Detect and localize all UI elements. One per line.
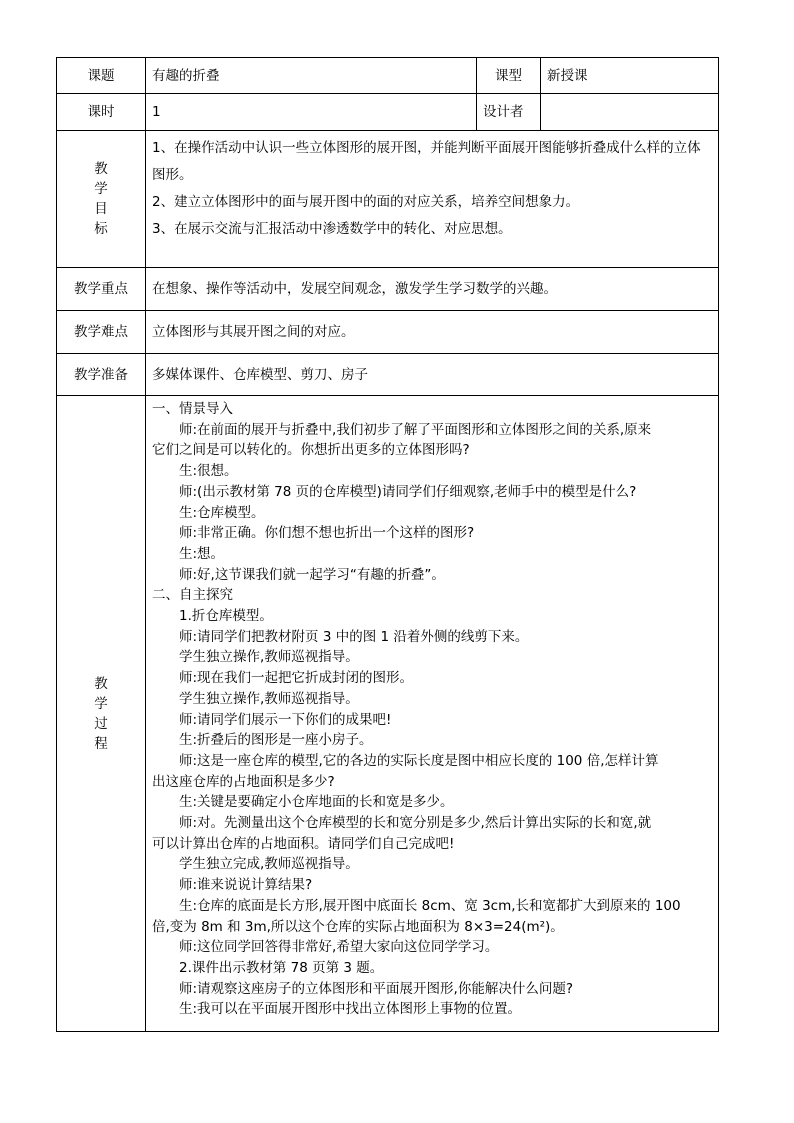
process-line: 师:这是一座仓库的模型,它的各边的实际长度是图中相应长度的 100 倍,怎样计算: [179, 752, 659, 769]
process-line: 2.课件出示教材第 78 页第 3 题。: [179, 959, 384, 976]
process-line: 生:很想。: [179, 463, 238, 480]
objective-item: 2、建立立体图形中的面与展开图中的面的对应关系，培养空间想象力。: [152, 194, 580, 210]
section-heading: 一、情景导入: [152, 401, 233, 417]
process-line: 生:仓库的底面是长方形,展开图中底面长 8cm、宽 3cm,长和宽都扩大到原来的 100: [179, 897, 681, 914]
process-line: 可以计算出仓库的占地面积。请同学们自己完成吧!: [152, 835, 455, 852]
row-difficulties: [57, 311, 719, 354]
objective-item: 3、在展示交流与汇报活动中渗透数学中的转化、对应思想。: [152, 221, 512, 237]
process-line: 它们之间是可以转化的。你想折出更多的立体图形吗?: [152, 442, 470, 459]
process-label-char: 教: [94, 675, 108, 692]
process-label-char: 过: [94, 715, 108, 732]
row-objectives: [57, 131, 719, 268]
objectives-label: [57, 131, 146, 268]
row-topic: [57, 58, 719, 94]
process-line: 师:请同学们展示一下你们的成果吧!: [179, 711, 392, 728]
process-line: 师:这位同学回答得非常好,希望大家向这位同学学习。: [179, 939, 499, 956]
process-line: 生:我可以在平面展开图形中找出立体图形上事物的位置。: [179, 1001, 522, 1018]
process-line: 生:想。: [179, 545, 225, 562]
objectives-label-char: 教: [94, 161, 108, 177]
topic-value: 有趣的折叠: [146, 58, 477, 94]
key-points-value: 在想象、操作等活动中，发展空间观念，激发学生学习数学的兴趣。: [146, 268, 719, 311]
type-label: 课型: [477, 58, 541, 94]
objectives-label-char: 标: [94, 221, 108, 237]
section-heading: 二、自主探究: [152, 587, 233, 604]
process-line: 学生独立操作,教师巡视指导。: [179, 649, 359, 666]
process-content: [146, 396, 719, 1032]
preparation-label: 教学准备: [57, 354, 146, 396]
process-line: 出这座仓库的占地面积是多少?: [152, 773, 335, 790]
process-line: 师:请同学们把教材附页 3 中的图 1 沿着外侧的线剪下来。: [179, 628, 529, 645]
process-line: 生:关键是要确定小仓库地面的长和宽是多少。: [179, 794, 454, 811]
objectives-label-char: 目: [94, 201, 108, 217]
type-value: 新授课: [541, 58, 719, 94]
process-line: 师:请观察这座房子的立体图形和平面展开图形,你能解决什么问题?: [179, 980, 574, 997]
preparation-value: 多媒体课件、仓库模型、剪刀、房子: [146, 354, 719, 396]
process-line: 生:折叠后的图形是一座小房子。: [179, 732, 373, 749]
process-line: 师:好,这节课我们就一起学习“有趣的折叠”。: [179, 566, 445, 583]
topic-label: 课题: [57, 58, 146, 94]
process-line: 学生独立完成,教师巡视指导。: [179, 856, 359, 873]
designer-value: [541, 94, 719, 131]
process-line: 倍,变为 8m 和 3m,所以这个仓库的实际占地面积为 8×3=24(m²)。: [152, 918, 564, 935]
process-line: 1.折仓库模型。: [179, 608, 273, 625]
lesson-plan-table: [56, 57, 719, 1032]
objectives-label-char: 学: [94, 181, 108, 197]
difficulties-value: 立体图形与其展开图之间的对应。: [146, 311, 719, 354]
process-line: 学生独立操作,教师巡视指导。: [179, 690, 359, 707]
process-line: 师:谁来说说计算结果?: [179, 877, 313, 894]
process-line: 师:对。先测量出这个仓库模型的长和宽分别是多少,然后计算出实际的长和宽,就: [179, 815, 652, 832]
process-label-char: 程: [94, 735, 108, 752]
key-points-label: 教学重点: [57, 268, 146, 311]
process-line: 师:(出示教材第 78 页的仓库模型)请同学们仔细观察,老师手中的模型是什么?: [179, 483, 637, 500]
row-preparation: [57, 354, 719, 396]
row-hours: [57, 94, 719, 131]
process-line: 师:非常正确。你们想不想也折出一个这样的图形?: [179, 525, 475, 542]
hours-value: 1: [146, 94, 477, 131]
row-process: [57, 396, 719, 1032]
objective-item: 1、在操作活动中认识一些立体图形的展开图，并能判断平面展开图能够折叠成什么样的立体图形。: [152, 140, 701, 183]
hours-label: 课时: [57, 94, 146, 131]
process-label: [57, 396, 146, 1032]
row-key-points: [57, 268, 719, 311]
process-line: 生:仓库模型。: [179, 504, 265, 521]
process-line: 师:现在我们一起把它折成封闭的图形。: [179, 670, 414, 687]
designer-label: 设计者: [477, 94, 541, 131]
process-label-char: 学: [94, 695, 108, 712]
process-line: 师:在前面的展开与折叠中,我们初步了解了平面图形和立体图形之间的关系,原来: [179, 421, 652, 438]
difficulties-label: 教学难点: [57, 311, 146, 354]
objectives-content: [146, 131, 719, 268]
